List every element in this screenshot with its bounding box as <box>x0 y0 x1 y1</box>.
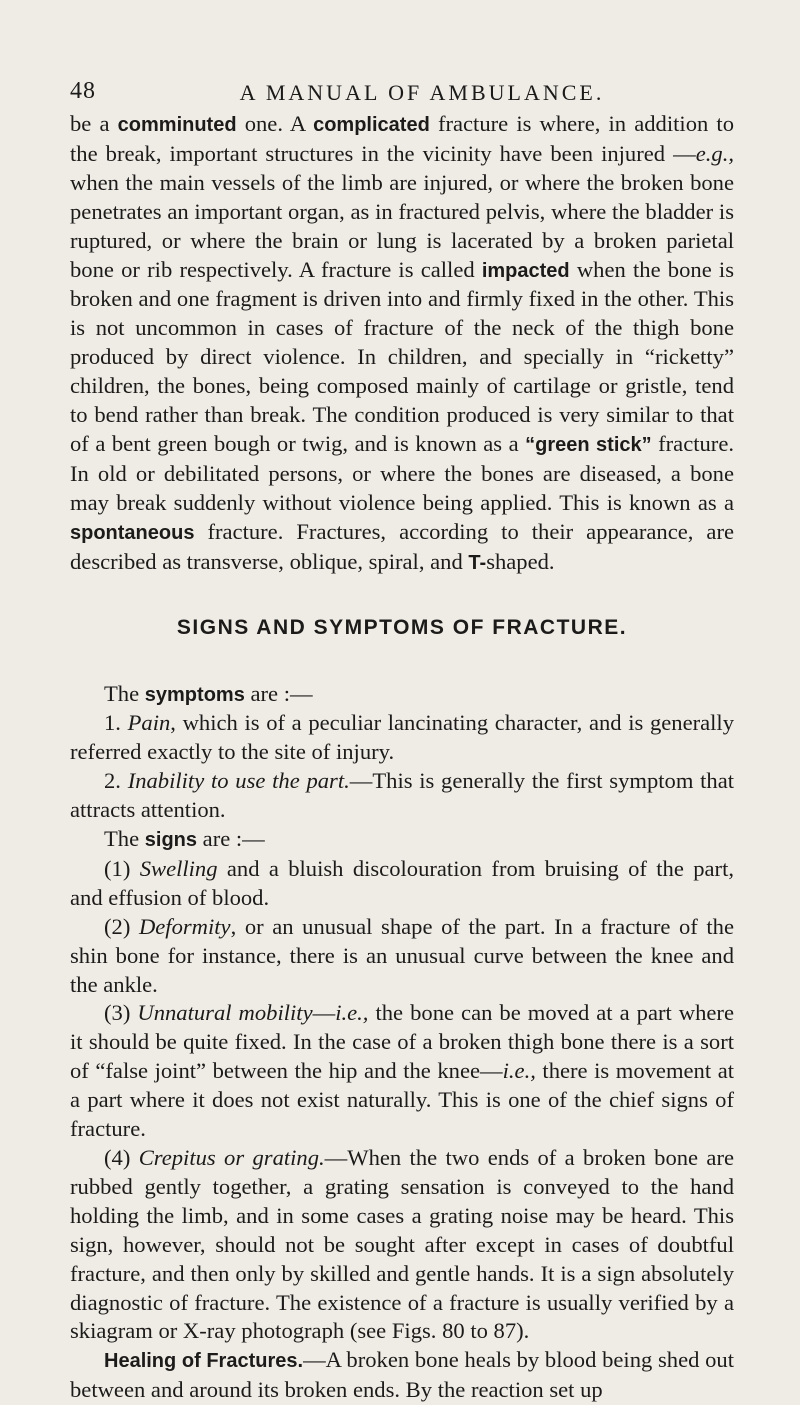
section-heading: SIGNS AND SYMPTOMS OF FRACTURE. <box>176 615 628 639</box>
signs-intro: The signs are :— <box>104 826 265 852</box>
term-spontaneous: spontaneous <box>70 521 195 544</box>
term-impacted: impacted <box>481 259 570 282</box>
page-header <box>70 0 734 110</box>
sign-crepitus: (4) Crepitus or grating.—When the two ends of a broken bone are rubbed gently together, a grating sensation is conveyed to the hand holding the limb, and in some cases a grating noise may be heard. This sign, however, should not be sought after except in cases of doubtful fracture, and then only by skilled and gentle hands. It is a sign absolutely diagnostic of fracture. The existence of a fracture is usually verified by a skiagram or X-ray photograph (see Figs. 80 to 87). <box>70 1145 734 1344</box>
page-number: 48 <box>70 78 96 104</box>
running-title: A MANUAL OF AMBULANCE. <box>239 80 605 105</box>
symptoms-intro: The symptoms are :— <box>104 680 313 706</box>
term-green-stick: “green stick” <box>525 433 652 456</box>
body-text <box>70 110 734 1405</box>
symptom-pain: 1. Pain, which is of a peculiar lancinating character, and is generally referred exactly to the site of injury. <box>70 710 734 765</box>
symptom-inability: 2. Inability to use the part.—This is generally the first symptom that attracts attention. <box>70 768 735 823</box>
paragraph-fracture-types: be a comminuted one. A complicated fracture is where, in addition to the break, important structures in the vicinity have been injured —e.g., when the main vessels of the limb are injured, or where the broken bone penetrates an important organ, as in fractured pelvis, where the bladder is ruptured, or where the brain or lung is lacerated by a broken parietal bone or rib respectively. A fracture is called impacted when the bone is broken and one fragment is driven into and firmly fixed in the other. This is not uncommon in cases of fracture of the neck of the thigh bone produced by direct violence. In children, and specially in “ricketty” children, the bones, being composed mainly of cartilage or gristle, tend to bend rather than break. The condition produced is very similar to that of a bent green bough or twig, and is known as a “green stick” fracture. In old or debilitated persons, or where the bones are diseased, a bone may break suddenly without violence being applied. This is known as a spontaneous fracture. Fractures, according to their appearance, are described as transverse, oblique, spiral, and T-shaped. <box>70 111 735 574</box>
paragraph-healing: Healing of Fractures.—A broken bone heals by blood being shed out between and around its broken ends. By the reaction set up <box>70 1347 734 1403</box>
term-comminuted: comminuted <box>117 114 237 136</box>
term-complicated: complicated <box>313 114 430 136</box>
sign-swelling: (1) Swelling and a bluish discolouration from bruising of the part, and effusion of blood. <box>70 855 734 910</box>
sign-deformity: (2) Deformity, or an unusual shape of the part. In a fracture of the shin bone for instance, there is an unusual curve between the knee and the ankle. <box>70 913 734 997</box>
term-healing: Healing of Fractures. <box>104 1350 304 1373</box>
sign-mobility: (3) Unnatural mobility—i.e., the bone can be moved at a part where it should be quite fixed. In the case of a broken thigh bone there is a sort of “false joint” between the hip and the knee—i.e., there is movement at a part where it does not exist naturally. This is one of the chief signs of fracture. <box>70 1000 734 1142</box>
term-t-shaped: T- <box>468 551 487 574</box>
